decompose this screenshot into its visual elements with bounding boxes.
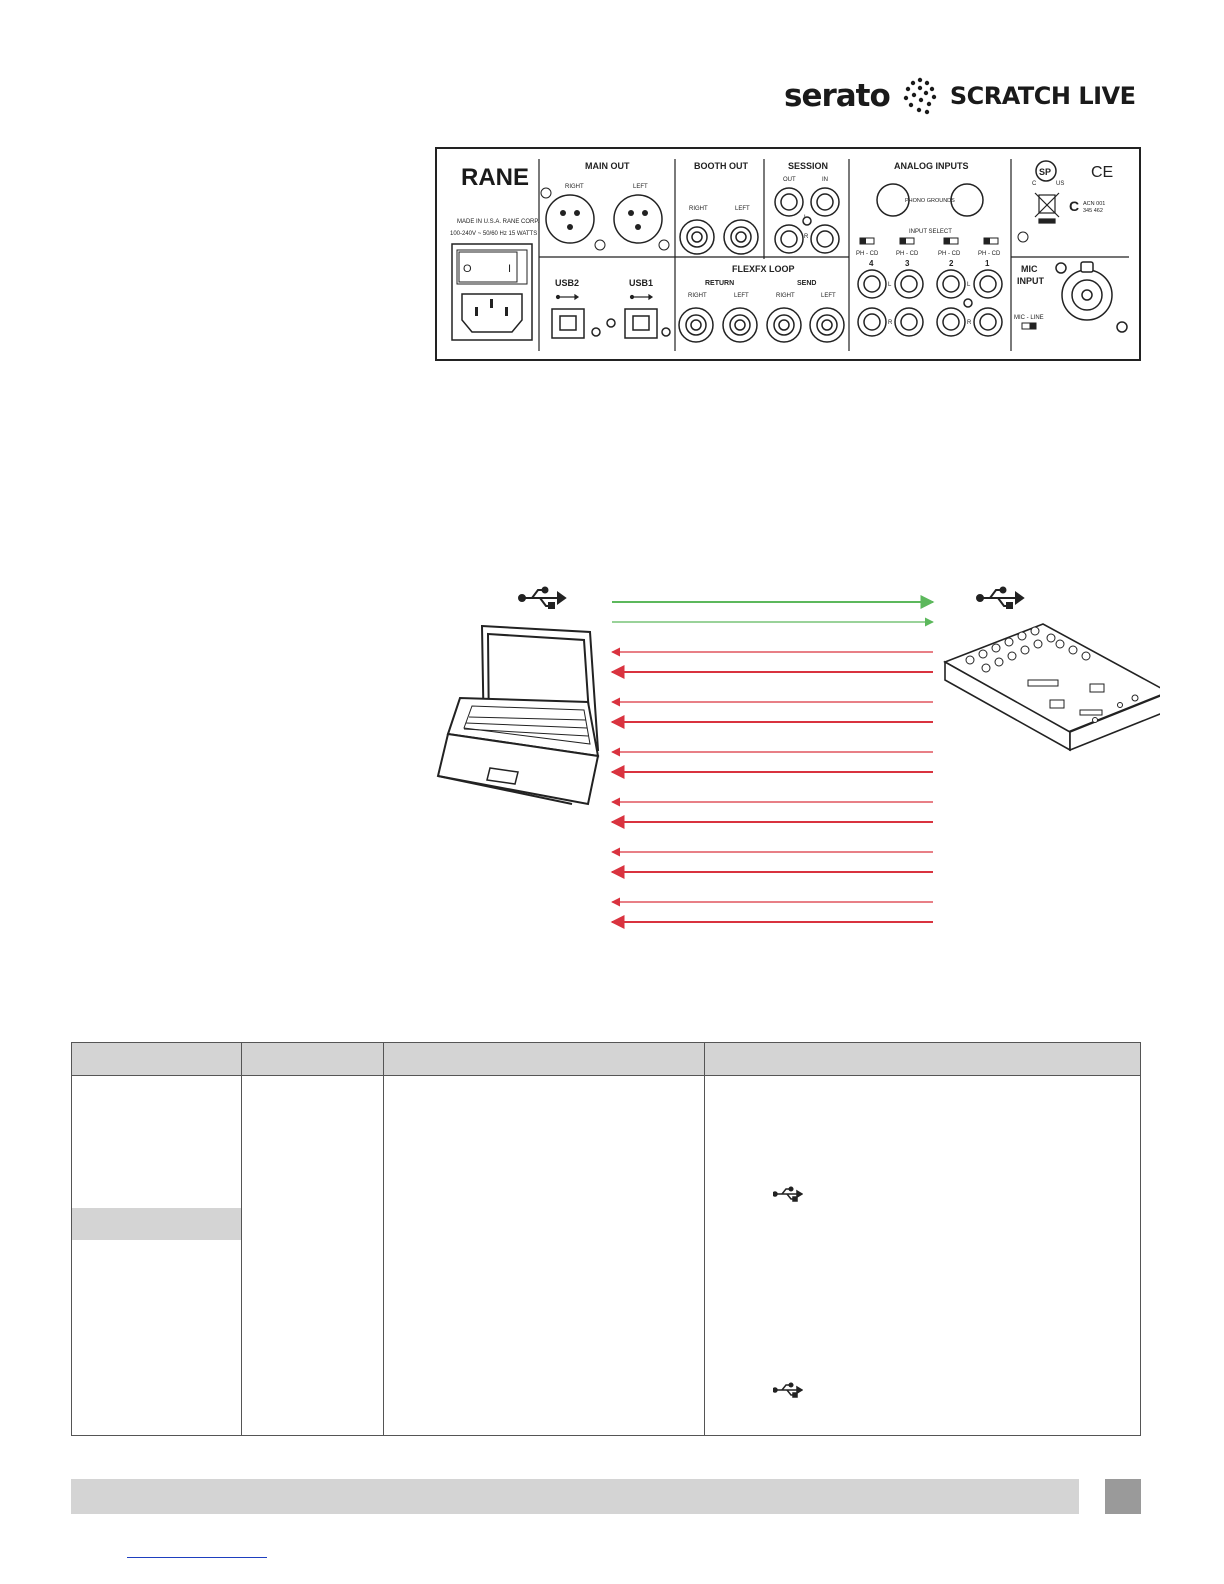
svg-text:L: L <box>888 282 892 288</box>
scratch-live-wordmark: SCRATCH LIVE <box>949 82 1136 110</box>
table-cell <box>705 1076 1141 1436</box>
svg-text:3: 3 <box>905 259 910 268</box>
rane-logo: RANE <box>461 164 530 191</box>
header-cell-2 <box>242 1043 384 1076</box>
svg-text:RIGHT: RIGHT <box>776 293 795 299</box>
header-cell-3 <box>384 1043 705 1076</box>
svg-text:O: O <box>463 263 472 275</box>
flexfx-title: FLEXFX LOOP <box>732 264 795 274</box>
usb-icon <box>773 1382 803 1398</box>
svg-text:345 462: 345 462 <box>1083 208 1103 214</box>
svg-text:INPUT SELECT: INPUT SELECT <box>909 229 952 235</box>
svg-text:LEFT: LEFT <box>734 293 749 299</box>
serato-wordmark: serato <box>784 78 890 114</box>
usb1-label: USB1 <box>629 278 654 288</box>
svg-text:C: C <box>1032 181 1037 187</box>
svg-text:PH - CD: PH - CD <box>938 251 961 257</box>
svg-text:LEFT: LEFT <box>821 293 836 299</box>
table-header-row <box>72 1043 1141 1076</box>
mixer-icon <box>945 624 1160 750</box>
svg-text:RIGHT: RIGHT <box>689 206 708 212</box>
svg-text:4: 4 <box>869 259 874 268</box>
svg-text:RETURN: RETURN <box>705 280 735 287</box>
svg-text:IN: IN <box>822 177 828 183</box>
table-cell <box>242 1076 384 1436</box>
svg-text:LEFT: LEFT <box>633 184 648 190</box>
main-out-left-xlr <box>614 195 662 243</box>
svg-text:L: L <box>967 282 971 288</box>
analog-inputs-title: ANALOG INPUTS <box>894 161 969 171</box>
arrows-to-mixer <box>612 580 933 622</box>
header-cell-1 <box>72 1043 242 1076</box>
usb-icon <box>519 588 565 609</box>
header-cell-4 <box>705 1043 1141 1076</box>
svg-text:PHONO GROUNDS: PHONO GROUNDS <box>905 198 955 204</box>
svg-text:ACN 001: ACN 001 <box>1083 201 1106 207</box>
table-cell <box>384 1076 705 1436</box>
svg-text:US: US <box>1056 181 1065 187</box>
svg-text:R: R <box>967 320 972 326</box>
main-out-right-xlr <box>546 195 594 243</box>
mic-input-title: INPUT <box>1017 276 1044 286</box>
svg-text:PH - CD: PH - CD <box>978 251 1001 257</box>
phono-ground-right <box>951 184 983 216</box>
svg-text:PH - CD: PH - CD <box>856 251 879 257</box>
usb2-label: USB2 <box>555 278 580 288</box>
rear-panel <box>435 147 1141 361</box>
session-title: SESSION <box>788 161 829 171</box>
mic-line-switch <box>1022 323 1036 329</box>
svg-text:OUT: OUT <box>783 177 796 183</box>
svg-text:1: 1 <box>985 259 990 268</box>
usb-icon <box>977 588 1023 609</box>
serato-scratch-live-logo <box>784 72 1136 120</box>
svg-text:R: R <box>804 234 809 240</box>
c-tick-mark: C <box>1069 198 1080 214</box>
main-out-title: MAIN OUT <box>585 161 630 171</box>
booth-out-title: BOOTH OUT <box>694 161 748 171</box>
svg-text:RIGHT: RIGHT <box>688 293 707 299</box>
arrows-to-computer <box>612 652 933 922</box>
usb-icon <box>773 1186 803 1202</box>
svg-text:2: 2 <box>949 259 954 268</box>
shaded-subheader <box>72 1208 241 1240</box>
signal-flow-diagram <box>430 580 1160 940</box>
mic-title: MIC <box>1021 264 1038 274</box>
svg-text:R: R <box>888 320 893 326</box>
svg-text:RIGHT: RIGHT <box>565 184 584 190</box>
footer-bar <box>71 1479 1079 1514</box>
table-row <box>72 1076 1141 1436</box>
svg-text:I: I <box>508 263 512 275</box>
svg-text:LEFT: LEFT <box>735 206 750 212</box>
power-label-1: MADE IN U.S.A. RANE CORP. <box>457 219 540 225</box>
table-cell <box>72 1076 242 1436</box>
svg-text:MIC - LINE: MIC - LINE <box>1014 315 1044 321</box>
connection-table <box>71 1042 1141 1436</box>
footer-link[interactable] <box>127 1557 267 1558</box>
svg-text:SEND: SEND <box>797 280 817 287</box>
power-label-2: 100-240V ~ 50/60 Hz 15 WATTS <box>450 231 538 237</box>
serato-dots-icon <box>900 76 940 116</box>
page-number-box <box>1105 1479 1141 1514</box>
svg-text:PH - CD: PH - CD <box>896 251 919 257</box>
svg-text:SP: SP <box>1039 167 1052 177</box>
ce-mark: CE <box>1091 164 1114 181</box>
weee-bin-icon <box>1035 193 1059 223</box>
